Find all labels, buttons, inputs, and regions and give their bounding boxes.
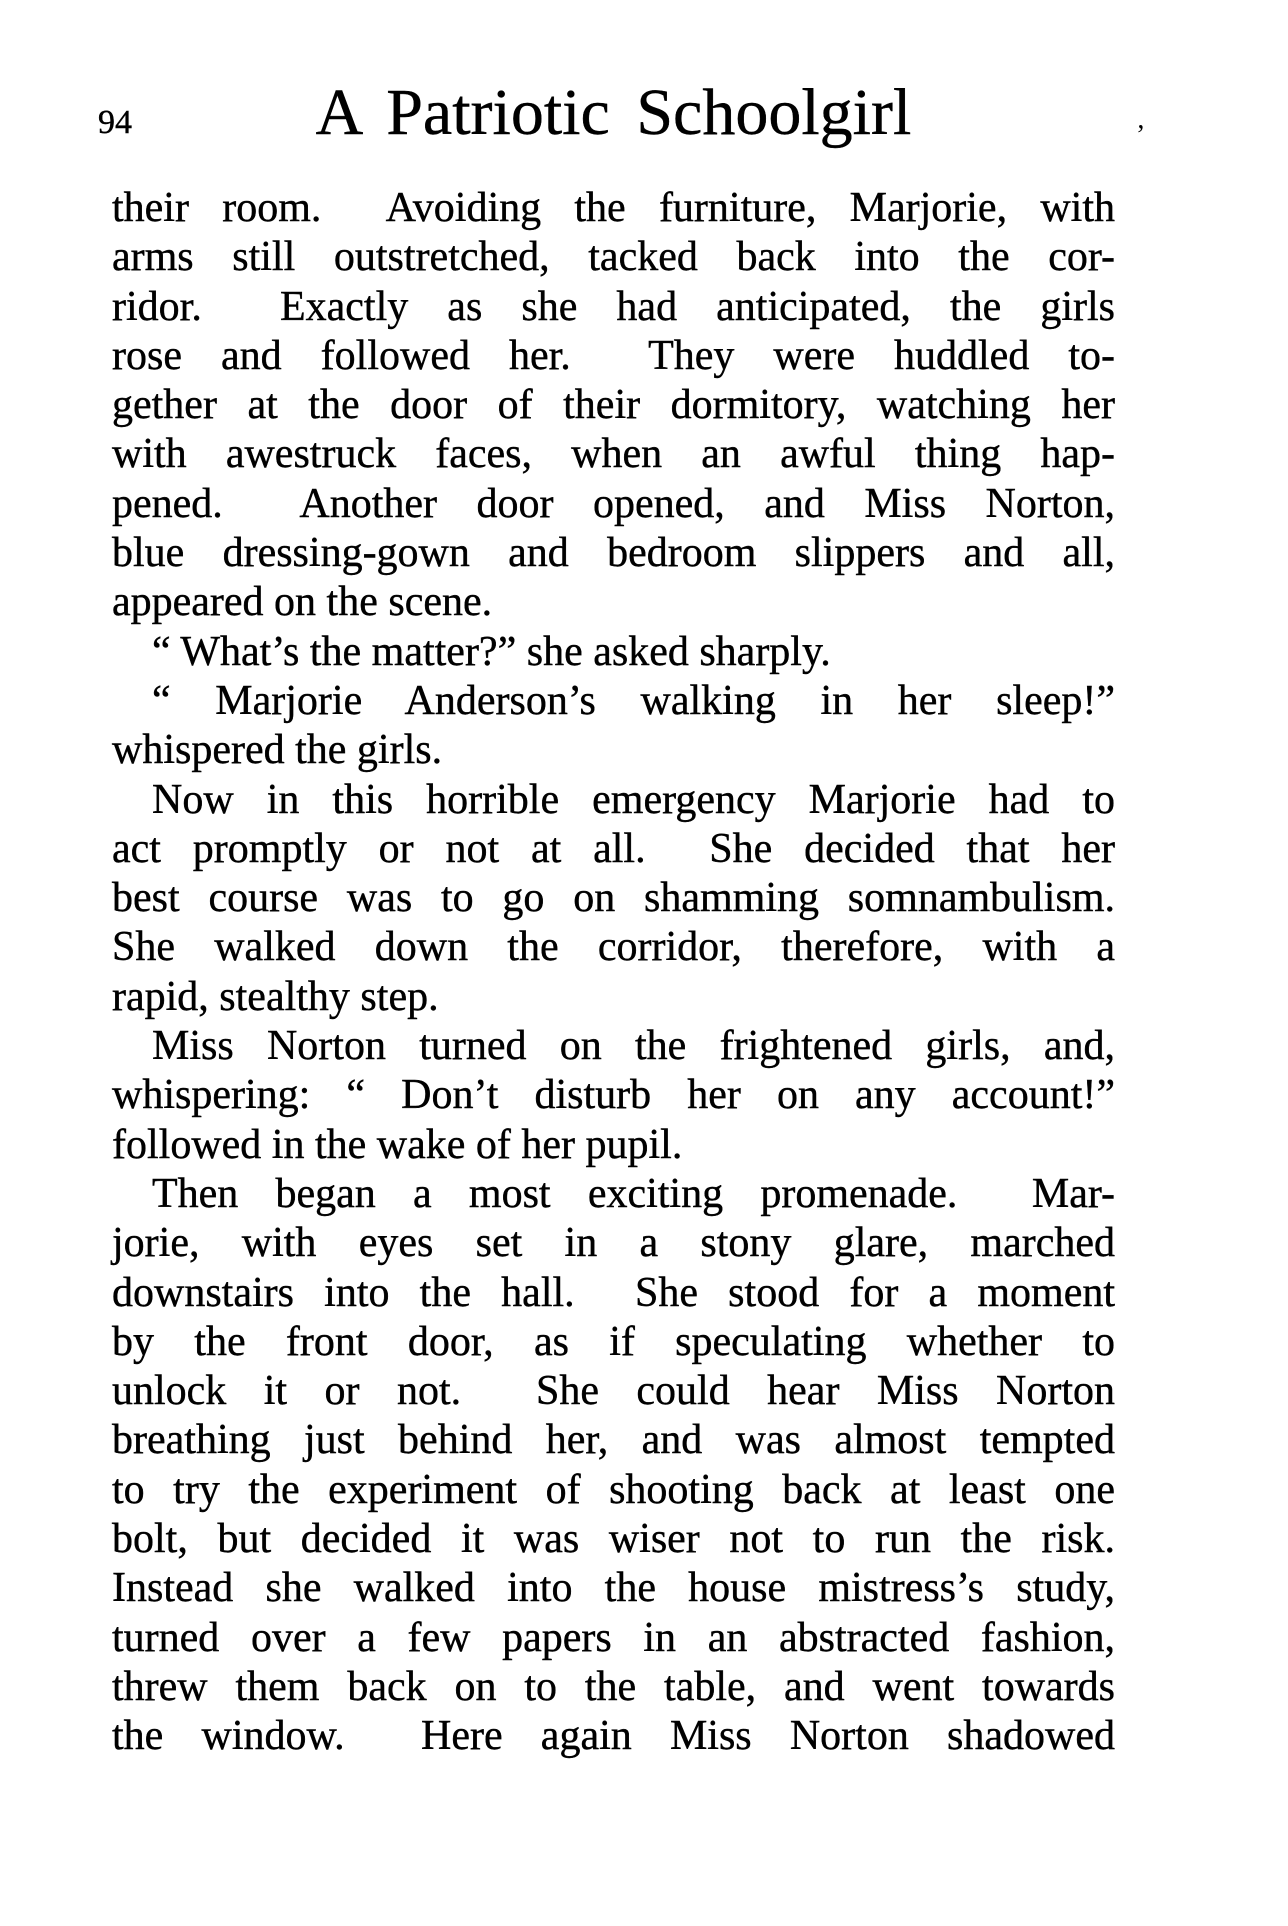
text-line: “ Marjorie Anderson’s walking in her sleep!”	[152, 677, 1115, 724]
text-line: Miss Norton turned on the frightened girls, and,	[152, 1023, 1115, 1070]
text-line: ridor. Exactly as she had anticipated, the girls	[112, 283, 1115, 330]
text-line: bolt, but decided it was wiser not to run the risk.	[112, 1516, 1115, 1563]
text-line: whispered the girls.	[112, 727, 443, 774]
text-line: breathing just behind her, and was almost tempted	[112, 1417, 1115, 1464]
text-line: rose and followed her. They were huddled to-	[112, 332, 1115, 379]
page-number: 94	[98, 104, 132, 141]
text-line: She walked down the corridor, therefore, with a	[112, 924, 1115, 971]
text-line: by the front door, as if speculating whether to	[112, 1318, 1115, 1365]
text-line: best course was to go on shamming somnambulism.	[112, 875, 1115, 922]
text-line: threw them back on to the table, and went towards	[112, 1663, 1115, 1710]
paragraph	[112, 1022, 1115, 1170]
paragraph	[112, 677, 1115, 776]
text-line: “ What’s the matter?” she asked sharply.	[152, 628, 831, 675]
running-title: A Patriotic Schoolgirl	[315, 76, 912, 149]
text-line: arms still outstretched, tacked back into the cor-	[112, 234, 1115, 281]
text-line: Then began a most exciting promenade. Mar-	[152, 1170, 1115, 1217]
text-line: with awestruck faces, when an awful thing hap-	[112, 431, 1115, 478]
text-line: to try the experiment of shooting back at least one	[112, 1466, 1115, 1513]
text-line: followed in the wake of her pupil.	[112, 1121, 683, 1168]
text-line: pened. Another door opened, and Miss Norton,	[112, 480, 1115, 527]
paragraph	[112, 1170, 1115, 1762]
scan-artifact: ’	[1136, 120, 1146, 151]
text-line: their room. Avoiding the furniture, Marjorie, with	[112, 185, 1115, 231]
text-line: whispering: “ Don’t disturb her on any account!”	[112, 1072, 1115, 1119]
paragraph	[112, 776, 1115, 1022]
text-line: Instead she walked into the house mistress’s study,	[112, 1565, 1115, 1612]
text-line: rapid, stealthy step.	[112, 973, 439, 1020]
paragraph	[112, 184, 1115, 628]
page-header	[98, 0, 1115, 160]
text-line: act promptly or not at all. She decided that her	[112, 825, 1115, 872]
text-line: jorie, with eyes set in a stony glare, marched	[112, 1220, 1115, 1267]
text-line: downstairs into the hall. She stood for a moment	[112, 1269, 1115, 1316]
page-body	[112, 184, 1115, 1762]
text-line: appeared on the scene.	[112, 579, 493, 626]
text-line: turned over a few papers in an abstracted fashion,	[112, 1614, 1115, 1661]
paragraph	[112, 628, 1115, 677]
text-line: the window. Here again Miss Norton shadowed	[112, 1713, 1115, 1760]
text-line: Now in this horrible emergency Marjorie had to	[152, 776, 1115, 823]
text-line: blue dressing-gown and bedroom slippers and all,	[112, 530, 1115, 577]
text-line: unlock it or not. She could hear Miss Norton	[112, 1368, 1115, 1415]
text-line: gether at the door of their dormitory, watching her	[112, 382, 1115, 429]
